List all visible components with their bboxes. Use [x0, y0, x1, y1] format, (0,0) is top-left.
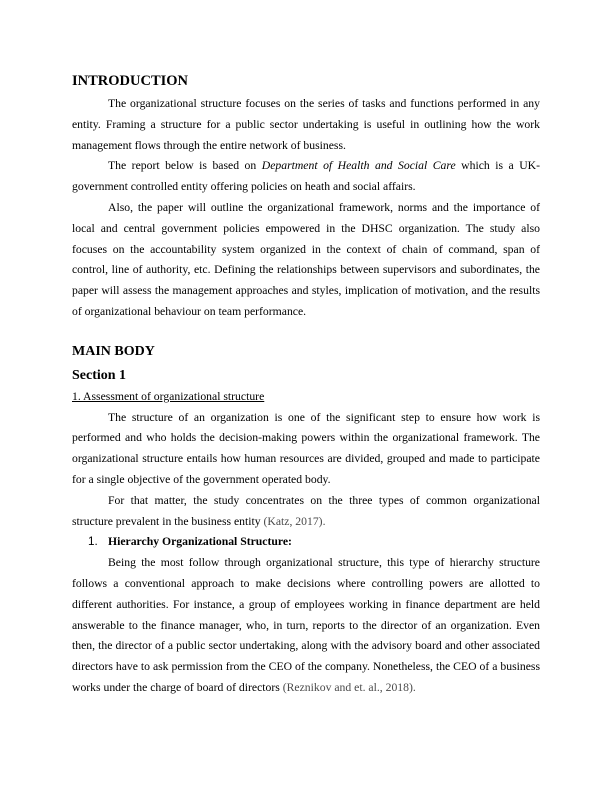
list-item-hierarchy	[72, 532, 540, 553]
intro-p2-text-start: The report below is based on	[108, 159, 262, 173]
introduction-paragraph-3: Also, the paper will outline the organizational framework, norms and the importance of local and central government policies empowered in the DHSC organization. The study also focuses on the accountability system organized in the context of chain of command, span of control, line of authority, etc. Defining the relationships between supervisors and subordinates, the paper will assess the management approaches and styles, implication of motivation, and the results of organizational behaviour on team performance.	[72, 200, 540, 318]
intro-p2-text-end: which is a UK-government controlled entity offering policies on heath and social affairs.	[72, 159, 540, 194]
main-body-paragraph-2	[72, 491, 540, 533]
main-p2-text: For that matter, the study concentrates on the three types of common organizational structure prevalent in the business entity	[72, 493, 540, 528]
list-title: Hierarchy Organizational Structure:	[108, 535, 292, 549]
main-body-paragraph-1: The structure of an organization is one of the significant step to ensure how work is performed and who holds the decision-making powers within the organizational framework. The organizational structure entails how human resources are divided, grouped and made to participate for a single objective of the government operated body.	[72, 410, 540, 486]
main-p3-text: Being the most follow through organizational structure, this type of hierarchy structure follows a conventional approach to make decisions where controlling powers are allotted to different authorities. For instance, a group of employees working in finance department are held answerable to the finance manager, who, in turn, reports to the director of an organization. Even then, the director of a public sector undertaking, along with the advisory board and other associated directors have to ask permission from the CEO of the company. Nonetheless, the CEO of a business works under the charge of board of directors	[72, 556, 540, 694]
main-body-paragraph-3	[72, 553, 540, 699]
introduction-paragraph-1: The organizational structure focuses on the series of tasks and functions performed in any entity. Framing a structure for a public sector undertaking is useful in outlining how the work management flows through the entire network of business.	[72, 97, 540, 152]
list-number: 1.	[88, 535, 98, 549]
page-content	[72, 71, 540, 699]
department-name: Department of Health and Social Care	[261, 159, 456, 173]
section-heading: Section 1	[72, 367, 127, 383]
citation-katz: (Katz, 2017).	[263, 514, 326, 528]
assessment-subheading: 1. Assessment of organizational structure	[72, 389, 265, 403]
spacer	[72, 323, 540, 342]
introduction-heading: INTRODUCTION	[72, 73, 189, 89]
citation-reznikov: (Reznikov and et. al., 2018).	[282, 680, 416, 694]
main-body-heading: MAIN BODY	[72, 343, 155, 359]
introduction-paragraph-2	[72, 156, 540, 198]
